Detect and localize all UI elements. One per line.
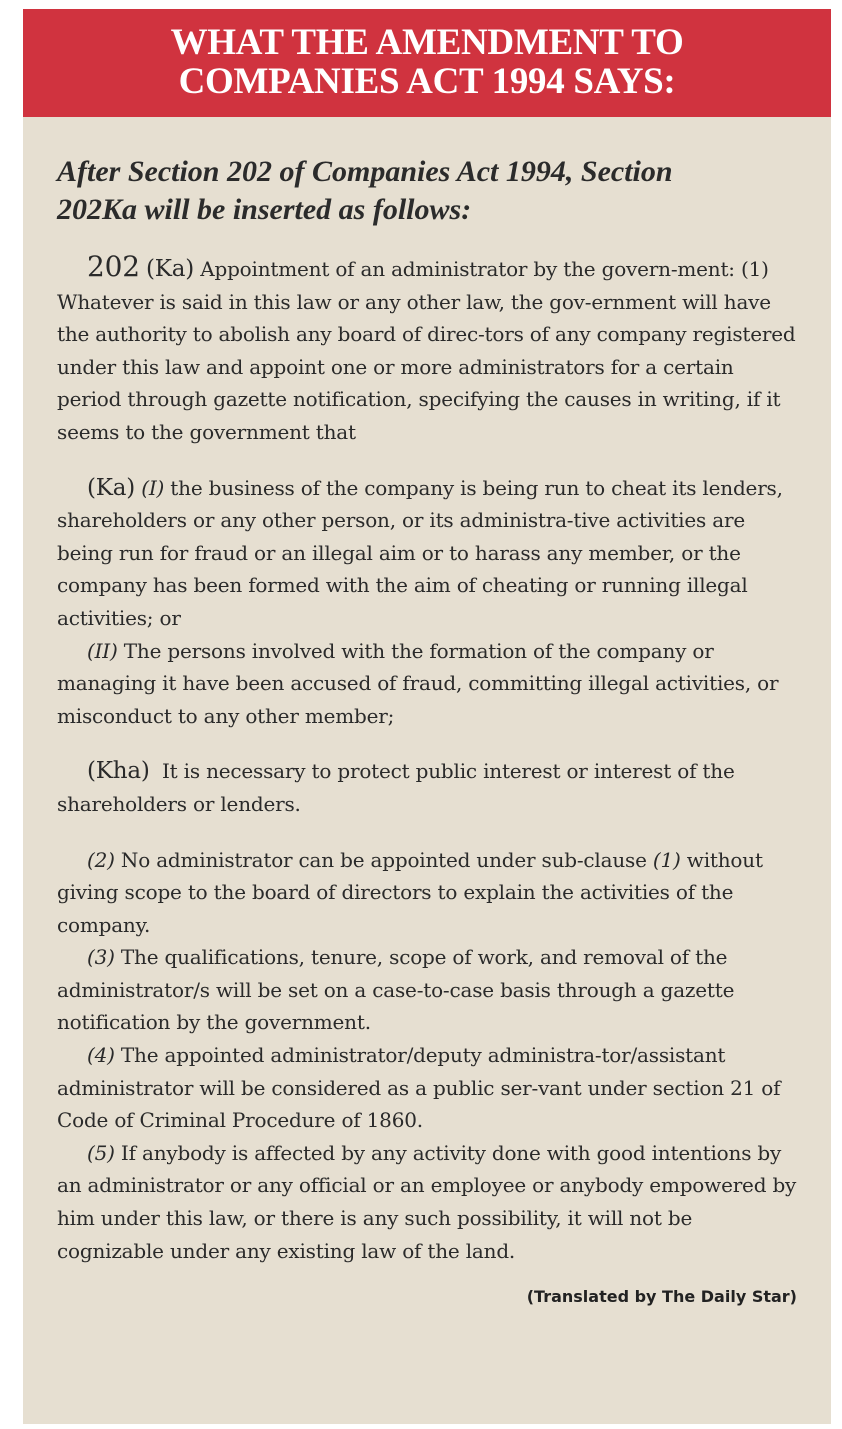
- section-number: 202: [87, 250, 140, 283]
- header-title-line-1: WHAT THE AMENDMENT TO: [170, 22, 684, 63]
- subsection-4-text: The appointed administrator/deputy administra-tor/assistant administrator will be considered as a public ser-vant under section 21 of Code of Criminal Procedure of 1860.: [57, 1043, 781, 1133]
- header-banner: [23, 9, 831, 117]
- subsection-2-text-a: No administrator can be appointed under sub-clause: [120, 847, 647, 872]
- clause-ka-sub-2-text: The persons involved with the formation of the company or managing it have been accused of fraud, committing illegal activities, or misconduct to any other member;: [57, 638, 779, 728]
- subsection-3: [57, 941, 797, 1039]
- subsection-2-label: (2): [87, 847, 115, 872]
- subsection-2: [57, 844, 797, 942]
- article-body: [23, 117, 831, 1306]
- header-title-line-2: COMPANIES ACT 1994 SAYS:: [178, 61, 676, 102]
- subsection-4-label: (4): [87, 1043, 115, 1068]
- clause-ka-sub-2-label: (II): [87, 638, 118, 663]
- section-202ka: [57, 251, 797, 449]
- subsection-4: [57, 1039, 797, 1137]
- section-label: (Ka): [146, 256, 195, 282]
- subsection-2-text-b: without giving scope to the board of directors to explain the activities of the company.: [57, 847, 763, 937]
- clause-kha-text: It is necessary to protect public interest or interest of the shareholders or lenders.: [57, 759, 735, 816]
- clause-kha-label: (Kha): [87, 758, 150, 785]
- intro-line-1: After Section 202 of Companies Act 1994, Section: [57, 155, 673, 188]
- clause-ka-sub-1-text: the business of the company is being run to cheat its lenders, shareholders or any other person, or its administra-tive activities are being run for fraud or an illegal aim or to harass any member, or the company has been formed with the aim of cheating or running illegal activities; or: [57, 475, 783, 630]
- section-text: Appointment of an administrator by the govern-ment: (1) Whatever is said in this law or any other law, the gov-ernment will have the authority to abolish any board of direc-tors of any company registered under this law and appoint one or more administrators for a certain period through gazette notification, specifying the causes in writing, if it seems to the government that: [57, 257, 796, 444]
- subsection-3-label: (3): [87, 945, 115, 970]
- clause-ka-sub-2: [57, 635, 797, 733]
- amendment-card: [23, 9, 831, 1424]
- subsection-5-text: If anybody is affected by any activity done with good intentions by an administrator or any official or an employee or anybody empowered by him under this law, or there is any such possibility, it will not be cognizable under any existing law of the land.: [57, 1140, 797, 1263]
- subsection-3-text: The qualifications, tenure, scope of work, and removal of the administrator/s will be set on a case-to-case basis through a gazette notification by the government.: [57, 945, 735, 1035]
- subsection-5: [57, 1137, 797, 1267]
- clause-ka-sub-1-label: (I): [141, 475, 165, 500]
- translation-credit: (Translated by The Daily Star): [526, 1287, 797, 1307]
- subsection-2-ref: (1): [652, 847, 681, 872]
- clause-ka-sub-1: [57, 472, 797, 635]
- clause-kha: [57, 755, 797, 820]
- intro-line-2: 202Ka will be inserted as follows:: [57, 193, 472, 226]
- intro-heading: [57, 153, 797, 229]
- clause-ka-label: (Ka): [87, 474, 136, 501]
- subsection-5-label: (5): [87, 1140, 115, 1165]
